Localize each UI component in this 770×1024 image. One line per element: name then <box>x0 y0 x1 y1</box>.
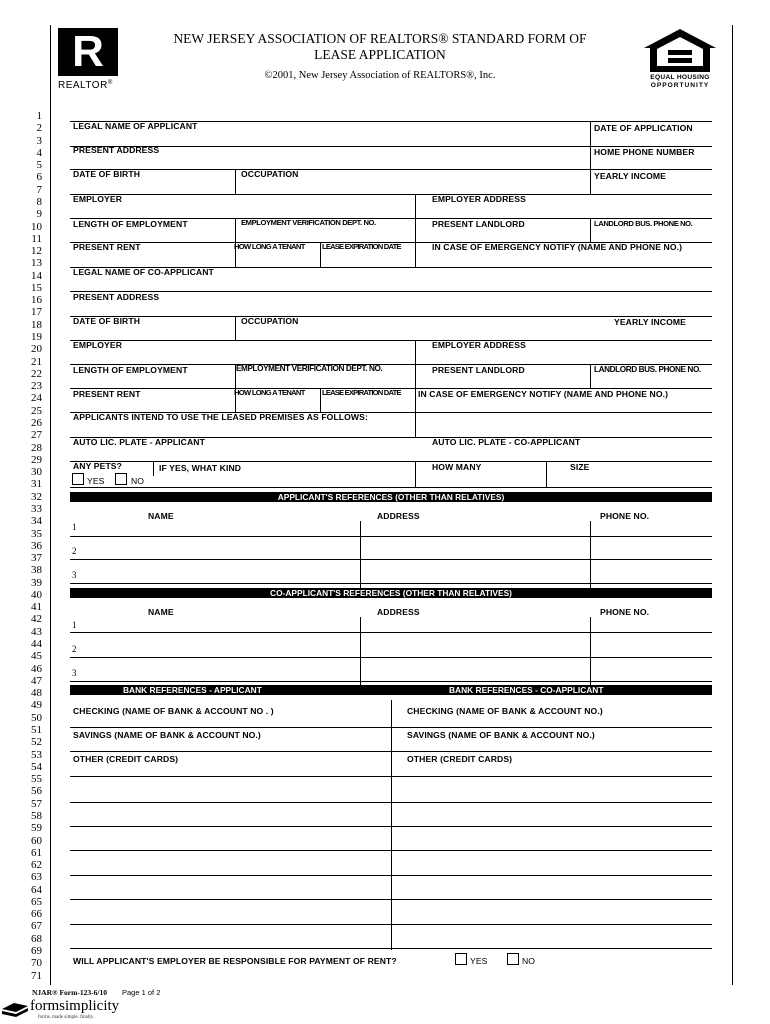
plate-applicant-label: AUTO LIC. PLATE - APPLICANT <box>73 437 205 447</box>
line-number: 37 <box>31 552 42 565</box>
form-title-line2: LEASE APPLICATION <box>314 47 446 62</box>
line-number: 63 <box>31 871 42 884</box>
line-number: 29 <box>31 453 42 466</box>
realtor-mark: ® <box>107 80 113 86</box>
line-number: 54 <box>31 760 42 773</box>
pets-yes-checkbox[interactable] <box>72 473 84 485</box>
pets-no-checkbox[interactable] <box>115 473 127 485</box>
co-applicant-legal-name-label: LEGAL NAME OF CO-APPLICANT <box>73 267 214 277</box>
formsimplicity-brand: formsimplicity <box>30 998 120 1014</box>
line-number: 67 <box>31 920 42 933</box>
co-applicant-references-header: CO-APPLICANT'S REFERENCES (OTHER THAN RELATIVES) <box>70 588 712 598</box>
rule <box>70 899 712 900</box>
rule <box>70 727 712 728</box>
line-number: 30 <box>31 466 42 479</box>
line-number: 3 <box>36 134 42 147</box>
rule <box>70 559 712 560</box>
line-number: 62 <box>31 859 42 872</box>
line-number: 53 <box>31 748 42 761</box>
co-applicant-how-long-tenant-label: HOW LONG A TENANT <box>234 388 305 397</box>
applicant-lease-expiration-label: LEASE EXPIRATION DATE <box>322 242 401 251</box>
line-number: 22 <box>31 367 42 380</box>
rule <box>70 850 712 851</box>
line-number: 13 <box>31 257 42 270</box>
line-number: 60 <box>31 834 42 847</box>
co-applicant-ref-row-2: 2 <box>72 644 77 654</box>
co-applicant-lease-expiration-label: LEASE EXPIRATION DATE <box>322 388 401 397</box>
divider <box>415 194 416 267</box>
line-number: 26 <box>31 417 42 429</box>
employer-responsible-no-label: NO <box>522 956 536 966</box>
formsimplicity-tagline: forms. made simple. finally. <box>38 1015 95 1020</box>
line-number: 44 <box>31 638 42 651</box>
line-number: 28 <box>31 441 42 454</box>
rule <box>70 826 712 827</box>
line-number: 38 <box>31 564 42 577</box>
line-number: 18 <box>31 318 42 331</box>
line-number: 1 <box>36 110 42 122</box>
divider <box>590 121 591 194</box>
line-number: 10 <box>31 220 42 233</box>
line-number: 51 <box>31 724 42 736</box>
divider <box>590 218 591 242</box>
any-pets-label: ANY PETS? <box>73 461 122 471</box>
line-number: 39 <box>31 576 42 589</box>
divider <box>360 617 361 685</box>
rule <box>70 291 712 292</box>
equal-housing-text2: OPPORTUNITY <box>650 82 710 89</box>
bank-ref-co-applicant-header: BANK REFERENCES - CO-APPLICANT <box>449 685 604 695</box>
intended-use-label: APPLICANTS INTEND TO USE THE LEASED PREMISES AS FOLLOWS: <box>73 412 368 422</box>
rule <box>70 536 712 537</box>
co-applicant-employer-address-label: EMPLOYER ADDRESS <box>432 340 526 350</box>
applicant-present-address-label: PRESENT ADDRESS <box>73 145 160 155</box>
co-applicant-occupation-label: OCCUPATION <box>241 316 299 326</box>
form-title-line1: NEW JERSEY ASSOCIATION OF REALTORS® STANDARD FORM OF <box>173 31 587 46</box>
line-number: 11 <box>31 232 42 245</box>
applicant-ref-phone-header: PHONE NO. <box>600 511 650 521</box>
employer-responsible-yes-label: YES <box>470 956 488 966</box>
line-number: 69 <box>31 945 42 958</box>
divider <box>590 364 591 388</box>
rule <box>70 632 712 633</box>
line-number: 12 <box>31 245 42 258</box>
line-number: 20 <box>31 343 42 356</box>
line-number: 25 <box>31 404 42 417</box>
divider <box>415 412 416 437</box>
rule <box>70 461 712 462</box>
divider <box>320 242 321 267</box>
applicant-emergency-label: IN CASE OF EMERGENCY NOTIFY (NAME AND PHONE NO.) <box>432 242 683 252</box>
rule <box>70 751 712 752</box>
date-of-application-label: DATE OF APPLICATION <box>594 123 693 133</box>
divider <box>590 617 591 685</box>
line-number: 9 <box>36 208 42 221</box>
co-applicant-landlord-phone-label: LANDLORD BUS. PHONE NO. <box>594 365 701 374</box>
applicant-dob-label: DATE OF BIRTH <box>73 169 141 179</box>
pets-no-label: NO <box>131 476 145 486</box>
line-number: 43 <box>31 625 42 638</box>
divider <box>546 461 547 487</box>
co-applicant-ref-row-3: 3 <box>72 668 77 678</box>
line-number: 61 <box>31 846 42 859</box>
line-number: 6 <box>36 171 42 184</box>
pet-kind-label: IF YES, WHAT KIND <box>159 463 242 473</box>
applicant-ref-row-1: 1 <box>72 522 77 532</box>
rule <box>70 657 712 658</box>
line-number: 59 <box>31 822 42 835</box>
formsimplicity-icon <box>2 1001 30 1017</box>
line-number: 71 <box>31 969 42 982</box>
line-number: 33 <box>31 502 42 515</box>
applicant-legal-name-label: LEGAL NAME OF APPLICANT <box>73 121 198 131</box>
applicant-employer-label: EMPLOYER <box>73 194 123 204</box>
co-applicant-employment-verification-label: EMPLOYMENT VERIFICATION DEPT. NO. <box>236 364 383 373</box>
divider <box>415 461 416 487</box>
other-applicant-label: OTHER (CREDIT CARDS) <box>73 754 179 764</box>
applicant-ref-address-header: ADDRESS <box>377 511 420 521</box>
line-number: 68 <box>31 932 42 945</box>
line-number: 5 <box>36 159 42 172</box>
pets-yes-label: YES <box>87 476 105 486</box>
line-number: 2 <box>36 122 42 135</box>
divider <box>153 461 154 476</box>
line-number: 48 <box>31 687 42 700</box>
co-applicant-ref-name-header: NAME <box>148 607 174 617</box>
employer-responsible-yes-checkbox[interactable] <box>455 953 467 965</box>
formsimplicity-logo <box>2 998 162 1024</box>
applicant-occupation-label: OCCUPATION <box>241 169 299 179</box>
checking-applicant-label: CHECKING (NAME OF BANK & ACCOUNT NO . ) <box>73 706 274 716</box>
co-applicant-ref-phone-header: PHONE NO. <box>600 607 650 617</box>
applicant-ref-row-3: 3 <box>72 570 77 580</box>
line-number: 27 <box>31 429 42 442</box>
line-number: 14 <box>31 269 42 282</box>
co-applicant-emergency-label: IN CASE OF EMERGENCY NOTIFY (NAME AND PHONE NO.) <box>418 389 669 399</box>
realtor-logo-text <box>58 80 113 91</box>
line-number: 17 <box>31 306 42 319</box>
page-indicator: Page 1 of 2 <box>122 988 161 997</box>
line-number: 49 <box>31 699 42 712</box>
left-margin-rule <box>50 25 51 985</box>
co-applicant-dob-label: DATE OF BIRTH <box>73 316 141 326</box>
other-co-applicant-label: OTHER (CREDIT CARDS) <box>407 754 513 764</box>
applicant-present-landlord-label: PRESENT LANDLORD <box>432 219 525 229</box>
applicant-yearly-income-label: YEARLY INCOME <box>594 171 666 181</box>
rule <box>70 169 712 170</box>
employer-responsible-no-checkbox[interactable] <box>507 953 519 965</box>
line-number: 57 <box>31 797 42 810</box>
how-many-label: HOW MANY <box>432 462 482 472</box>
form-id: NJAR® Form-123-6/10 <box>32 988 107 997</box>
line-number: 65 <box>31 895 42 908</box>
rule <box>70 487 712 488</box>
bank-ref-applicant-header: BANK REFERENCES - APPLICANT <box>123 685 262 695</box>
line-number: 21 <box>31 355 42 368</box>
rule <box>70 776 712 777</box>
line-number: 24 <box>31 392 42 405</box>
line-number: 50 <box>31 711 42 724</box>
co-applicant-yearly-income-label: YEARLY INCOME <box>614 317 686 327</box>
line-number: 58 <box>31 809 42 822</box>
rule <box>70 681 712 682</box>
copyright-notice: ©2001, New Jersey Association of REALTORS®, Inc. <box>264 70 496 81</box>
co-applicant-ref-address-header: ADDRESS <box>377 607 420 617</box>
line-number: 46 <box>31 662 42 675</box>
line-number: 66 <box>31 908 42 921</box>
line-number: 42 <box>31 613 42 626</box>
plate-co-applicant-label: AUTO LIC. PLATE - CO-APPLICANT <box>432 437 581 447</box>
line-number: 41 <box>31 601 42 614</box>
applicant-present-rent-label: PRESENT RENT <box>73 242 141 252</box>
rule <box>70 875 712 876</box>
line-number: 7 <box>36 183 42 196</box>
employer-responsible-question: WILL APPLICANT'S EMPLOYER BE RESPONSIBLE FOR PAYMENT OF RENT? <box>73 956 397 966</box>
home-phone-label: HOME PHONE NUMBER <box>594 147 695 157</box>
line-number: 31 <box>31 478 42 491</box>
line-number: 70 <box>31 957 42 970</box>
equal-housing-icon <box>642 28 718 74</box>
line-number: 32 <box>31 490 42 503</box>
applicant-references-header: APPLICANT'S REFERENCES (OTHER THAN RELATIVES) <box>70 492 712 502</box>
applicant-employment-verification-label: EMPLOYMENT VERIFICATION DEPT. NO. <box>241 218 376 227</box>
line-number: 40 <box>31 588 42 601</box>
co-applicant-present-rent-label: PRESENT RENT <box>73 389 141 399</box>
co-applicant-present-landlord-label: PRESENT LANDLORD <box>432 365 525 375</box>
divider <box>391 700 392 950</box>
equal-housing-logo <box>642 28 718 92</box>
line-number: 47 <box>31 674 42 687</box>
divider <box>235 169 236 194</box>
rule <box>70 583 712 584</box>
co-applicant-length-employment-label: LENGTH OF EMPLOYMENT <box>73 365 188 375</box>
rule <box>70 924 712 925</box>
line-number: 55 <box>31 773 42 786</box>
divider <box>235 316 236 340</box>
rule <box>70 802 712 803</box>
bank-references-header <box>70 685 712 695</box>
line-number: 36 <box>31 539 42 552</box>
realtor-text: REALTOR <box>58 80 108 91</box>
applicant-how-long-tenant-label: HOW LONG A TENANT <box>234 242 305 251</box>
line-number: 64 <box>31 883 42 896</box>
line-number: 35 <box>31 527 42 540</box>
applicant-ref-row-2: 2 <box>72 546 77 556</box>
line-number: 15 <box>31 281 42 294</box>
applicant-landlord-phone-label: LANDLORD BUS. PHONE NO. <box>594 219 693 228</box>
co-applicant-present-address-label: PRESENT ADDRESS <box>73 292 160 302</box>
line-number: 4 <box>36 146 42 159</box>
applicant-employer-address-label: EMPLOYER ADDRESS <box>432 194 526 204</box>
applicant-length-employment-label: LENGTH OF EMPLOYMENT <box>73 219 188 229</box>
right-margin-rule <box>732 25 733 985</box>
line-number: 34 <box>31 515 42 528</box>
rule <box>70 194 712 195</box>
checking-co-applicant-label: CHECKING (NAME OF BANK & ACCOUNT NO.) <box>407 706 603 716</box>
line-number: 56 <box>31 785 42 798</box>
line-number: 19 <box>31 331 42 344</box>
line-number: 45 <box>31 650 42 663</box>
applicant-ref-name-header: NAME <box>148 511 174 521</box>
divider <box>415 340 416 412</box>
realtor-logo-block: R <box>58 28 118 76</box>
size-label: SIZE <box>570 462 590 472</box>
co-applicant-ref-row-1: 1 <box>72 620 77 630</box>
line-number: 8 <box>36 195 42 208</box>
savings-applicant-label: SAVINGS (NAME OF BANK & ACCOUNT NO.) <box>73 730 261 740</box>
line-number: 16 <box>31 294 42 307</box>
realtor-logo <box>58 28 120 94</box>
savings-co-applicant-label: SAVINGS (NAME OF BANK & ACCOUNT NO.) <box>407 730 595 740</box>
divider <box>320 388 321 412</box>
line-number: 23 <box>31 380 42 393</box>
co-applicant-employer-label: EMPLOYER <box>73 340 123 350</box>
line-number: 52 <box>31 736 42 749</box>
rule <box>70 948 712 949</box>
rule <box>70 340 712 341</box>
equal-housing-text1: EQUAL HOUSING <box>650 74 710 81</box>
